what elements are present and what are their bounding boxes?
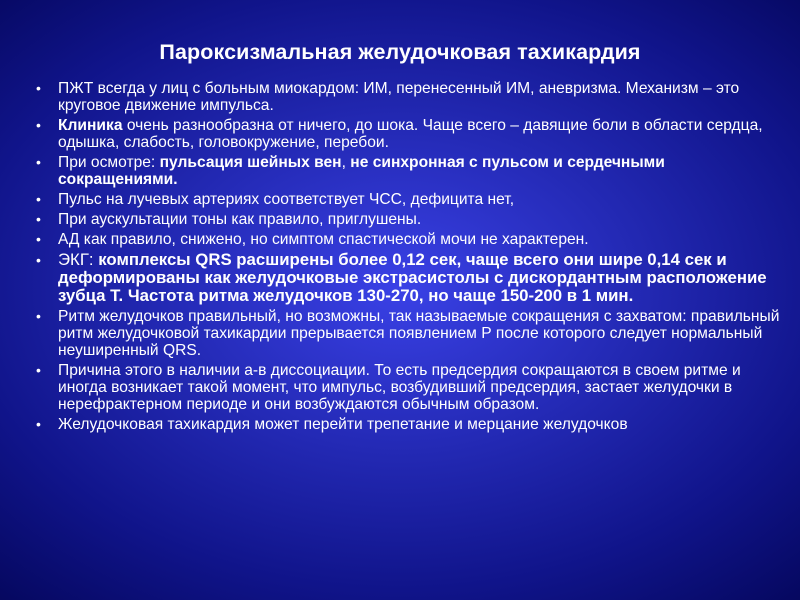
bullet-item bbox=[34, 251, 786, 305]
bullet-text: Желудочковая тахикардия может перейти трепетание и мерцание желудочков bbox=[58, 416, 628, 433]
bullet-prefix: ЭКГ: bbox=[58, 250, 99, 269]
bullet-bold: комплексы QRS расширены более 0,12 сек, чаще всего они шире 0,14 сек и деформированы как желудочковые экстрасистолы с дискордантным расположение зубца Т. Частота ритма желудочков 130-270, но чаще 150-200 в 1 мин. bbox=[58, 250, 767, 305]
bullet-text: АД как правило, снижено, но симптом спастической мочи не характерен. bbox=[58, 231, 589, 248]
bullet-text: Ритм желудочков правильный, но возможны, так называемые сокращения с захватом: правильный ритм желудочковой тахикардии прерывается появлением Р после которого следует нормальный неуширенный QRS. bbox=[58, 308, 780, 359]
bullet-text: Причина этого в наличии а-в диссоциации. То есть предсердия сокращаются в своем ритме и иногда возникает такой момент, что импульс, возбудивший предсердия, застает желудочки в нерефрактерном периоде и они возбуждаются обычным образом. bbox=[58, 362, 741, 413]
bullet-text: При аускультации тоны как правило, приглушены. bbox=[58, 211, 422, 228]
bullet-text: ПЖТ всегда у лиц с больным миокардом: ИМ, перенесенный ИМ, аневризма. Механизм – это круговое движение импульса. bbox=[58, 80, 740, 114]
bullet-item bbox=[34, 416, 786, 433]
bullet-item bbox=[34, 117, 786, 151]
bullet-item bbox=[34, 80, 786, 114]
bullet-text: Пульс на лучевых артериях соответствует ЧСС, дефицита нет, bbox=[58, 191, 515, 208]
bullet-item bbox=[34, 211, 786, 228]
bullet-item bbox=[34, 154, 786, 188]
bullet-bold: не синхронная с пульсом и сердечными сокращениями. bbox=[58, 154, 665, 188]
slide-title: Пароксизмальная желудочковая тахикардия bbox=[159, 40, 641, 64]
bullet-item bbox=[34, 191, 786, 208]
bullet-item bbox=[34, 231, 786, 248]
bullet-label: Клиника bbox=[58, 117, 123, 134]
bullet-text: , bbox=[341, 154, 351, 171]
bullet-prefix: При осмотре: bbox=[58, 154, 160, 171]
bullet-item bbox=[34, 362, 786, 413]
bullet-bold: пульсация шейных вен bbox=[159, 154, 342, 171]
bullet-text: очень разнообразна от ничего, до шока. Чаще всего – давящие боли в области сердца, одышка, слабость, головокружение, перебои. bbox=[58, 117, 763, 151]
bullet-item bbox=[34, 308, 786, 359]
bullet-list bbox=[34, 80, 786, 436]
